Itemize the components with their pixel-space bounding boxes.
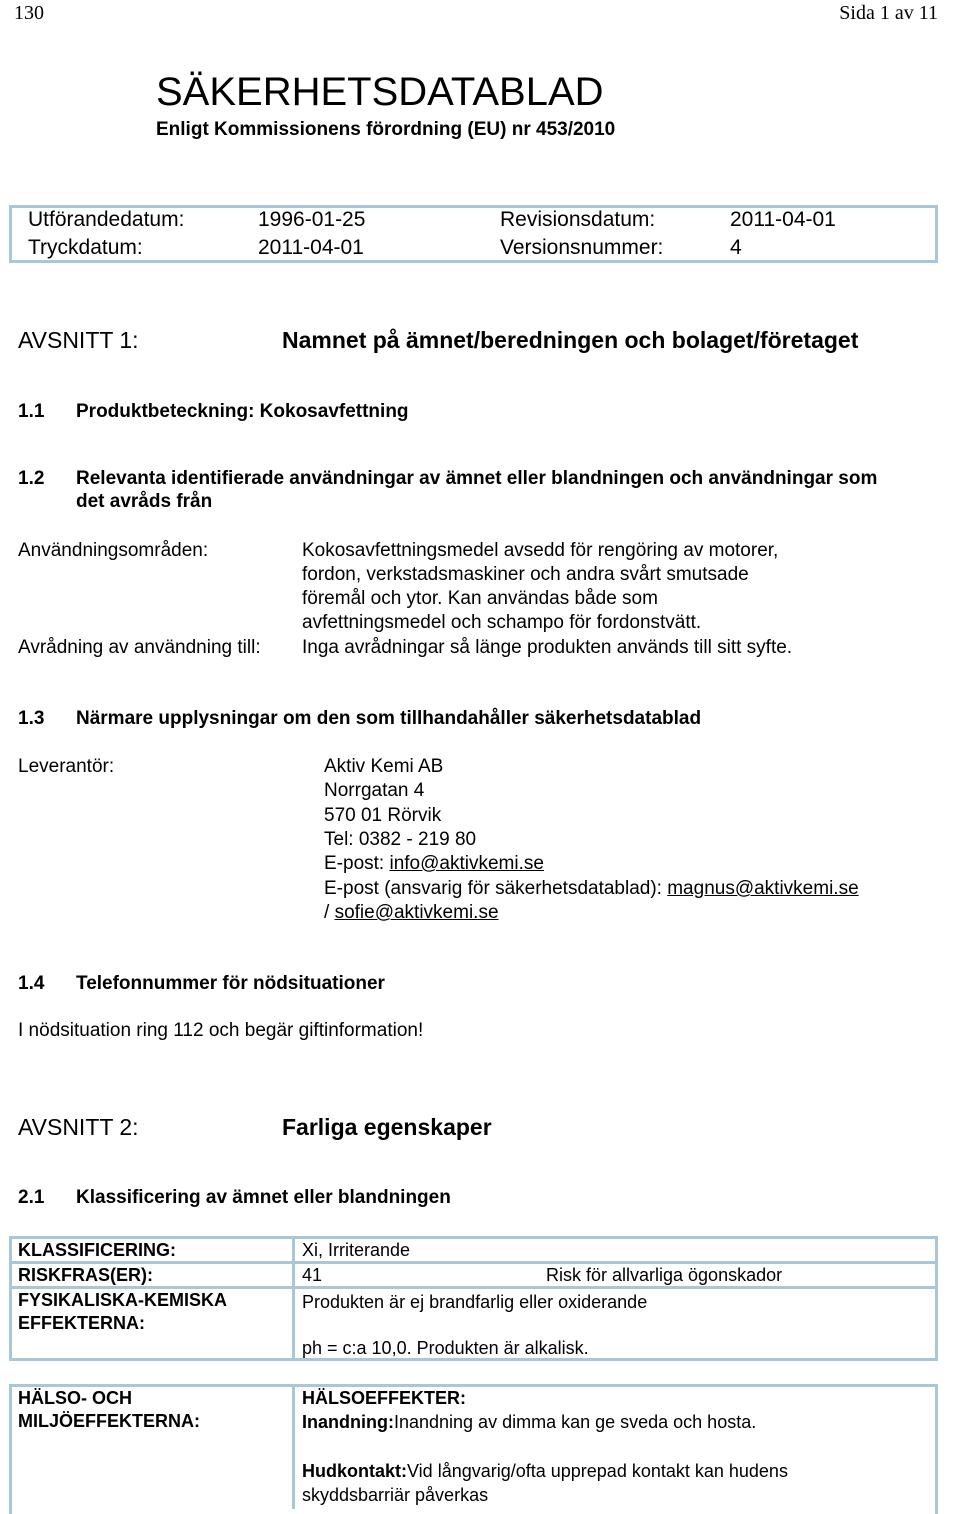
phys-label-2: EFFEKTERNA:: [18, 1313, 145, 1333]
responsible-email-link-1[interactable]: magnus@aktivkemi.se: [667, 878, 859, 899]
riskfras-label: RISKFRAS(ER):: [18, 1265, 153, 1285]
supplier-label: Leverantör:: [18, 756, 115, 777]
s14-number: 1.4: [18, 973, 45, 994]
page-of-indicator: [839, 2, 938, 25]
responsible-email-line: [324, 878, 859, 900]
classification-value: Xi, Irriterande: [302, 1240, 411, 1260]
riskfras-code: 41: [302, 1265, 323, 1285]
s12-number: 1.2: [18, 468, 45, 489]
s13-text: Närmare upplysningar om den som tillhandahåller säkerhetsdatablad: [76, 708, 702, 729]
table-column-divider: [292, 1236, 295, 1361]
skin-contact-text: Vid långvarig/ofta upprepad kontakt kan hudens: [407, 1461, 788, 1481]
section1-title: Namnet på ämnet/beredningen och bolaget/företaget: [282, 327, 859, 353]
utforande-label: Utförandedatum:: [28, 208, 185, 231]
classification-label: KLASSIFICERING:: [18, 1240, 177, 1260]
advice-value: Inga avrådningar så länge produkten används till sitt syfte.: [302, 637, 793, 658]
advice-label: Avrådning av användning till:: [18, 637, 261, 658]
s21-text: Klassificering av ämnet eller blandningen: [76, 1187, 451, 1208]
supplier-city: 570 01 Rörvik: [324, 805, 442, 826]
s11-number: 1.1: [18, 401, 45, 422]
phys-label-1: FYSIKALISKA-KEMISKA: [18, 1290, 228, 1310]
emergency-text: I nödsituation ring 112 och begär giftinformation!: [18, 1020, 424, 1041]
riskfras-text: Risk för allvarliga ögonskador: [546, 1265, 783, 1285]
use-line: föremål och ytor. Kan användas både som: [302, 588, 658, 609]
page-number: 130: [14, 2, 44, 24]
email-line: [324, 853, 544, 875]
supplier-name: Aktiv Kemi AB: [324, 756, 444, 777]
phys-value-2: ph = c:a 10,0. Produkten är alkalisk.: [302, 1338, 589, 1358]
health-effects-heading: HÄLSOEFFEKTER:: [302, 1388, 466, 1408]
s12-line2: det avråds från: [76, 491, 213, 512]
section2-title: Farliga egenskaper: [282, 1114, 492, 1140]
use-line: fordon, verkstadsmaskiner och andra svårt smutsade: [302, 564, 749, 585]
use-label: Användningsområden:: [18, 540, 209, 561]
tryck-label: Tryckdatum:: [28, 236, 143, 259]
health-label-1: HÄLSO- OCH: [18, 1388, 132, 1408]
supplier-street: Norrgatan 4: [324, 780, 425, 801]
responsible-email-line-2: [324, 902, 499, 924]
revision-label: Revisionsdatum:: [500, 208, 656, 231]
phys-value-1: Produkten är ej brandfarlig eller oxiderande: [302, 1292, 648, 1312]
section2-label: AVSNITT 2:: [18, 1114, 139, 1140]
version-label: Versionsnummer:: [500, 236, 664, 259]
responsible-prefix: E-post (ansvarig för säkerhetsdatablad):: [324, 878, 668, 899]
utforande-value: 1996-01-25: [258, 208, 366, 231]
email-link[interactable]: info@aktivkemi.se: [389, 853, 544, 874]
health-label-2: MILJÖEFFEKTERNA:: [18, 1411, 200, 1431]
inhalation-label: Inandning:: [302, 1412, 394, 1432]
s12-line1: Relevanta identifierade användningar av ämnet eller blandningen och användningar som: [76, 468, 878, 489]
section1-label: AVSNITT 1:: [18, 327, 139, 353]
tryck-value: 2011-04-01: [258, 236, 364, 259]
supplier-phone: Tel: 0382 - 219 80: [324, 829, 477, 850]
email-prefix: E-post:: [324, 853, 390, 874]
table-divider: [9, 1261, 938, 1264]
skin-contact-text-2: skyddsbarriär påverkas: [302, 1485, 489, 1505]
document-subtitle: Enligt Kommissionens förordning (EU) nr 453/2010: [156, 119, 616, 140]
s14-text: Telefonnummer för nödsituationer: [76, 973, 385, 994]
inhalation-text: Inandning av dimma kan ge sveda och hosta.: [393, 1412, 757, 1432]
use-line: Kokosavfettningsmedel avsedd för rengöring av motorer,: [302, 540, 779, 561]
document-title: SÄKERHETSDATABLAD: [156, 70, 604, 114]
revision-value: 2011-04-01: [730, 208, 836, 231]
inhalation-line: [302, 1412, 756, 1433]
skin-contact-line: [302, 1461, 788, 1482]
page-of-text: Sida 1 av 11: [839, 2, 938, 24]
s11-text: Produktbeteckning: Kokosavfettning: [76, 401, 409, 422]
responsible-email-link-2[interactable]: sofie@aktivkemi.se: [334, 902, 499, 923]
s13-number: 1.3: [18, 708, 45, 729]
use-line: avfettningsmedel och schampo för fordonstvätt.: [302, 612, 702, 633]
responsible-separator: /: [324, 902, 335, 923]
table-divider: [9, 1286, 938, 1289]
version-value: 4: [730, 236, 742, 259]
s21-number: 2.1: [18, 1187, 45, 1208]
skin-contact-label: Hudkontakt:: [302, 1461, 407, 1481]
health-table-column-divider: [292, 1384, 295, 1509]
